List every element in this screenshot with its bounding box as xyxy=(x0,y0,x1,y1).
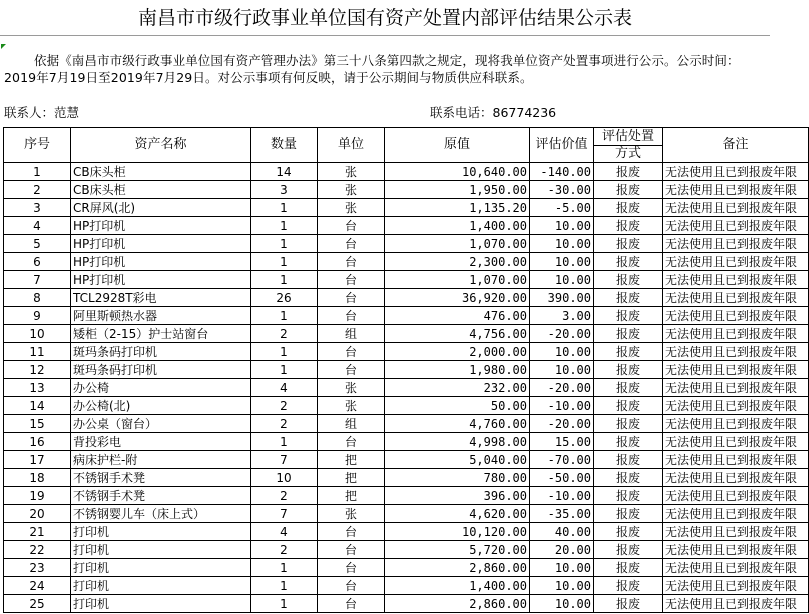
cell-asset-name: CB床头柜 xyxy=(71,181,251,199)
cell-qty: 14 xyxy=(251,163,318,181)
cell-qty: 26 xyxy=(251,289,318,307)
cell-note: 无法使用且已到报废年限 xyxy=(663,253,809,271)
cell-unit: 把 xyxy=(318,487,385,505)
table-row xyxy=(4,577,809,595)
cell-unit: 台 xyxy=(318,235,385,253)
cell-asset-name: HP打印机 xyxy=(71,235,251,253)
intro-paragraph: 依据《南昌市市级行政事业单位国有资产管理办法》第三十八条第四款之规定，现将我单位资产处置事项进行公示。公示时间：2019年7月19日至2019年7月29日。对公示事项有何反映，请于公示期间与物质供应科联系。 xyxy=(4,53,740,85)
cell-seq: 9 xyxy=(4,307,71,325)
table-header xyxy=(4,128,809,163)
cell-note: 无法使用且已到报废年限 xyxy=(663,415,809,433)
cell-qty: 7 xyxy=(251,451,318,469)
cell-asset-name: 打印机 xyxy=(71,595,251,613)
cell-asset-name: CB床头柜 xyxy=(71,163,251,181)
cell-disposal-method: 报废 xyxy=(594,325,663,343)
cell-note: 无法使用且已到报废年限 xyxy=(663,199,809,217)
cell-eval-value: -30.00 xyxy=(530,181,594,199)
cell-note: 无法使用且已到报废年限 xyxy=(663,523,809,541)
cell-asset-name: 打印机 xyxy=(71,541,251,559)
cell-qty: 3 xyxy=(251,181,318,199)
cell-unit: 台 xyxy=(318,577,385,595)
cell-eval-value: 10.00 xyxy=(530,595,594,613)
cell-note: 无法使用且已到报废年限 xyxy=(663,487,809,505)
cell-note: 无法使用且已到报废年限 xyxy=(663,379,809,397)
cell-seq: 8 xyxy=(4,289,71,307)
cell-unit: 台 xyxy=(318,307,385,325)
table-row xyxy=(4,541,809,559)
cell-seq: 4 xyxy=(4,217,71,235)
cell-disposal-method: 报废 xyxy=(594,541,663,559)
cell-eval-value: -20.00 xyxy=(530,379,594,397)
cell-note: 无法使用且已到报废年限 xyxy=(663,163,809,181)
cell-qty: 1 xyxy=(251,577,318,595)
cell-qty: 1 xyxy=(251,199,318,217)
cell-seq: 24 xyxy=(4,577,71,595)
cell-seq: 25 xyxy=(4,595,71,613)
cell-qty: 1 xyxy=(251,253,318,271)
cell-original-value: 1,070.00 xyxy=(385,235,530,253)
cell-asset-name: 阿里斯顿热水器 xyxy=(71,307,251,325)
cell-seq: 3 xyxy=(4,199,71,217)
cell-unit: 台 xyxy=(318,595,385,613)
contact-phone-value: 86774236 xyxy=(492,105,557,120)
cell-original-value: 2,300.00 xyxy=(385,253,530,271)
table-row xyxy=(4,325,809,343)
cell-note: 无法使用且已到报废年限 xyxy=(663,343,809,361)
cell-eval-value: 10.00 xyxy=(530,577,594,595)
header-seq: 序号 xyxy=(4,128,71,163)
cell-note: 无法使用且已到报废年限 xyxy=(663,577,809,595)
table-row xyxy=(4,595,809,613)
table-body xyxy=(4,163,809,613)
cell-unit: 台 xyxy=(318,253,385,271)
cell-note: 无法使用且已到报废年限 xyxy=(663,451,809,469)
cell-asset-name: 斑玛条码打印机 xyxy=(71,361,251,379)
cell-disposal-method: 报废 xyxy=(594,181,663,199)
cell-eval-value: 10.00 xyxy=(530,235,594,253)
cell-qty: 2 xyxy=(251,487,318,505)
table-row xyxy=(4,307,809,325)
cell-disposal-method: 报废 xyxy=(594,379,663,397)
cell-unit: 台 xyxy=(318,343,385,361)
cell-qty: 7 xyxy=(251,505,318,523)
table-row xyxy=(4,433,809,451)
table-row xyxy=(4,487,809,505)
cell-eval-value: 10.00 xyxy=(530,361,594,379)
contact-person-label: 联系人： xyxy=(4,105,55,120)
cell-qty: 2 xyxy=(251,397,318,415)
header-note: 备注 xyxy=(663,128,809,163)
cell-asset-name: 背投彩电 xyxy=(71,433,251,451)
cell-asset-name: HP打印机 xyxy=(71,271,251,289)
table-row xyxy=(4,217,809,235)
cell-asset-name: HP打印机 xyxy=(71,217,251,235)
cell-original-value: 4,998.00 xyxy=(385,433,530,451)
cell-seq: 18 xyxy=(4,469,71,487)
table-row xyxy=(4,415,809,433)
cell-seq: 22 xyxy=(4,541,71,559)
cell-eval-value: -20.00 xyxy=(530,415,594,433)
cell-disposal-method: 报废 xyxy=(594,397,663,415)
cell-asset-name: 不锈钢婴儿车（床上式） xyxy=(71,505,251,523)
cell-seq: 12 xyxy=(4,361,71,379)
cell-comment-marker xyxy=(1,44,6,49)
table-row xyxy=(4,379,809,397)
cell-disposal-method: 报废 xyxy=(594,577,663,595)
table-row xyxy=(4,163,809,181)
cell-asset-name: 办公桌（窗台） xyxy=(71,415,251,433)
cell-unit: 张 xyxy=(318,199,385,217)
cell-original-value: 5,720.00 xyxy=(385,541,530,559)
cell-disposal-method: 报废 xyxy=(594,271,663,289)
cell-note: 无法使用且已到报废年限 xyxy=(663,397,809,415)
cell-asset-name: 打印机 xyxy=(71,577,251,595)
cell-original-value: 780.00 xyxy=(385,469,530,487)
cell-asset-name: HP打印机 xyxy=(71,253,251,271)
cell-seq: 19 xyxy=(4,487,71,505)
cell-seq: 17 xyxy=(4,451,71,469)
cell-asset-name: 病床护栏-附 xyxy=(71,451,251,469)
cell-qty: 2 xyxy=(251,325,318,343)
header-name: 资产名称 xyxy=(71,128,251,163)
cell-seq: 5 xyxy=(4,235,71,253)
cell-disposal-method: 报废 xyxy=(594,487,663,505)
cell-eval-value: 40.00 xyxy=(530,523,594,541)
cell-eval-value: 10.00 xyxy=(530,253,594,271)
cell-note: 无法使用且已到报废年限 xyxy=(663,325,809,343)
cell-asset-name: 办公椅 xyxy=(71,379,251,397)
cell-original-value: 232.00 xyxy=(385,379,530,397)
cell-qty: 1 xyxy=(251,307,318,325)
cell-original-value: 1,070.00 xyxy=(385,271,530,289)
cell-seq: 23 xyxy=(4,559,71,577)
cell-note: 无法使用且已到报废年限 xyxy=(663,217,809,235)
contact-person xyxy=(4,104,79,122)
cell-seq: 21 xyxy=(4,523,71,541)
cell-note: 无法使用且已到报废年限 xyxy=(663,271,809,289)
cell-eval-value: 390.00 xyxy=(530,289,594,307)
cell-eval-value: 10.00 xyxy=(530,271,594,289)
cell-disposal-method: 报废 xyxy=(594,595,663,613)
cell-unit: 组 xyxy=(318,325,385,343)
cell-asset-name: 打印机 xyxy=(71,523,251,541)
cell-unit: 台 xyxy=(318,361,385,379)
table-row xyxy=(4,181,809,199)
cell-disposal-method: 报废 xyxy=(594,343,663,361)
cell-eval-value: -35.00 xyxy=(530,505,594,523)
table-row xyxy=(4,559,809,577)
table-row xyxy=(4,343,809,361)
header-method-bottom: 方式 xyxy=(594,146,663,163)
cell-disposal-method: 报废 xyxy=(594,199,663,217)
cell-unit: 台 xyxy=(318,541,385,559)
cell-eval-value: 10.00 xyxy=(530,217,594,235)
cell-original-value: 396.00 xyxy=(385,487,530,505)
table-row xyxy=(4,235,809,253)
cell-original-value: 2,860.00 xyxy=(385,595,530,613)
cell-note: 无法使用且已到报废年限 xyxy=(663,433,809,451)
cell-disposal-method: 报废 xyxy=(594,469,663,487)
cell-original-value: 1,950.00 xyxy=(385,181,530,199)
cell-unit: 张 xyxy=(318,397,385,415)
cell-qty: 10 xyxy=(251,469,318,487)
cell-disposal-method: 报废 xyxy=(594,505,663,523)
cell-note: 无法使用且已到报废年限 xyxy=(663,505,809,523)
cell-note: 无法使用且已到报废年限 xyxy=(663,307,809,325)
cell-original-value: 1,400.00 xyxy=(385,577,530,595)
cell-disposal-method: 报废 xyxy=(594,289,663,307)
cell-unit: 台 xyxy=(318,559,385,577)
cell-seq: 20 xyxy=(4,505,71,523)
cell-disposal-method: 报废 xyxy=(594,451,663,469)
cell-original-value: 50.00 xyxy=(385,397,530,415)
cell-unit: 把 xyxy=(318,469,385,487)
cell-asset-name: 斑玛条码打印机 xyxy=(71,343,251,361)
table-row xyxy=(4,451,809,469)
cell-disposal-method: 报废 xyxy=(594,361,663,379)
cell-asset-name: 办公椅(北) xyxy=(71,397,251,415)
cell-eval-value: -20.00 xyxy=(530,325,594,343)
cell-seq: 15 xyxy=(4,415,71,433)
cell-qty: 1 xyxy=(251,343,318,361)
cell-seq: 2 xyxy=(4,181,71,199)
cell-asset-name: 矮柜（2-15）护士站窗台 xyxy=(71,325,251,343)
cell-eval-value: 3.00 xyxy=(530,307,594,325)
cell-eval-value: -50.00 xyxy=(530,469,594,487)
cell-note: 无法使用且已到报废年限 xyxy=(663,181,809,199)
cell-disposal-method: 报废 xyxy=(594,163,663,181)
cell-original-value: 10,640.00 xyxy=(385,163,530,181)
table-row xyxy=(4,469,809,487)
cell-qty: 1 xyxy=(251,595,318,613)
cell-unit: 台 xyxy=(318,433,385,451)
cell-unit: 组 xyxy=(318,415,385,433)
cell-seq: 16 xyxy=(4,433,71,451)
cell-disposal-method: 报废 xyxy=(594,433,663,451)
cell-unit: 张 xyxy=(318,505,385,523)
cell-qty: 1 xyxy=(251,559,318,577)
cell-disposal-method: 报废 xyxy=(594,559,663,577)
cell-asset-name: 不锈钢手术凳 xyxy=(71,487,251,505)
cell-qty: 1 xyxy=(251,361,318,379)
table-row xyxy=(4,523,809,541)
cell-asset-name: 不锈钢手术凳 xyxy=(71,469,251,487)
cell-qty: 4 xyxy=(251,523,318,541)
cell-qty: 1 xyxy=(251,235,318,253)
table-row xyxy=(4,289,809,307)
cell-asset-name: TCL2928T彩电 xyxy=(71,289,251,307)
cell-unit: 张 xyxy=(318,379,385,397)
cell-eval-value: 15.00 xyxy=(530,433,594,451)
table-row xyxy=(4,253,809,271)
cell-original-value: 476.00 xyxy=(385,307,530,325)
cell-disposal-method: 报废 xyxy=(594,523,663,541)
cell-note: 无法使用且已到报废年限 xyxy=(663,541,809,559)
table-row xyxy=(4,361,809,379)
cell-original-value: 4,760.00 xyxy=(385,415,530,433)
cell-note: 无法使用且已到报废年限 xyxy=(663,595,809,613)
cell-seq: 14 xyxy=(4,397,71,415)
cell-disposal-method: 报废 xyxy=(594,415,663,433)
cell-qty: 2 xyxy=(251,541,318,559)
cell-eval-value: 10.00 xyxy=(530,559,594,577)
cell-seq: 10 xyxy=(4,325,71,343)
header-orig: 原值 xyxy=(385,128,530,163)
cell-eval-value: 10.00 xyxy=(530,343,594,361)
cell-seq: 7 xyxy=(4,271,71,289)
contact-phone xyxy=(430,104,556,122)
cell-unit: 张 xyxy=(318,163,385,181)
header-qty: 数量 xyxy=(251,128,318,163)
cell-note: 无法使用且已到报废年限 xyxy=(663,289,809,307)
cell-unit: 台 xyxy=(318,271,385,289)
cell-original-value: 1,980.00 xyxy=(385,361,530,379)
cell-original-value: 10,120.00 xyxy=(385,523,530,541)
cell-disposal-method: 报废 xyxy=(594,235,663,253)
cell-unit: 张 xyxy=(318,181,385,199)
cell-asset-name: 打印机 xyxy=(71,559,251,577)
table-row xyxy=(4,271,809,289)
cell-eval-value: 20.00 xyxy=(530,541,594,559)
cell-original-value: 2,000.00 xyxy=(385,343,530,361)
cell-eval-value: -5.00 xyxy=(530,199,594,217)
cell-eval-value: -10.00 xyxy=(530,487,594,505)
cell-original-value: 4,620.00 xyxy=(385,505,530,523)
cell-seq: 1 xyxy=(4,163,71,181)
table-row xyxy=(4,397,809,415)
cell-qty: 1 xyxy=(251,433,318,451)
cell-original-value: 2,860.00 xyxy=(385,559,530,577)
cell-note: 无法使用且已到报废年限 xyxy=(663,361,809,379)
cell-unit: 把 xyxy=(318,451,385,469)
cell-disposal-method: 报废 xyxy=(594,217,663,235)
cell-note: 无法使用且已到报废年限 xyxy=(663,235,809,253)
header-unit: 单位 xyxy=(318,128,385,163)
header-eval: 评估价值 xyxy=(530,128,594,163)
asset-table xyxy=(3,127,809,613)
cell-eval-value: -70.00 xyxy=(530,451,594,469)
cell-eval-value: -140.00 xyxy=(530,163,594,181)
cell-qty: 4 xyxy=(251,379,318,397)
cell-original-value: 1,135.20 xyxy=(385,199,530,217)
cell-unit: 台 xyxy=(318,217,385,235)
header-method-top: 评估处置 xyxy=(594,128,663,146)
cell-seq: 11 xyxy=(4,343,71,361)
cell-qty: 1 xyxy=(251,217,318,235)
cell-original-value: 4,756.00 xyxy=(385,325,530,343)
cell-qty: 2 xyxy=(251,415,318,433)
contact-phone-label: 联系电话： xyxy=(430,105,493,120)
cell-seq: 6 xyxy=(4,253,71,271)
cell-original-value: 36,920.00 xyxy=(385,289,530,307)
cell-unit: 台 xyxy=(318,289,385,307)
cell-asset-name: CR屏风(北) xyxy=(71,199,251,217)
cell-original-value: 5,040.00 xyxy=(385,451,530,469)
document-title: 南昌市市级行政事业单位国有资产处置内部评估结果公示表 xyxy=(0,0,770,36)
cell-note: 无法使用且已到报废年限 xyxy=(663,559,809,577)
cell-original-value: 1,400.00 xyxy=(385,217,530,235)
cell-note: 无法使用且已到报废年限 xyxy=(663,469,809,487)
table-row xyxy=(4,505,809,523)
cell-disposal-method: 报废 xyxy=(594,307,663,325)
cell-eval-value: -10.00 xyxy=(530,397,594,415)
cell-qty: 1 xyxy=(251,271,318,289)
cell-disposal-method: 报废 xyxy=(594,253,663,271)
cell-unit: 台 xyxy=(318,523,385,541)
table-row xyxy=(4,199,809,217)
contact-person-value: 范慧 xyxy=(54,105,80,120)
cell-seq: 13 xyxy=(4,379,71,397)
